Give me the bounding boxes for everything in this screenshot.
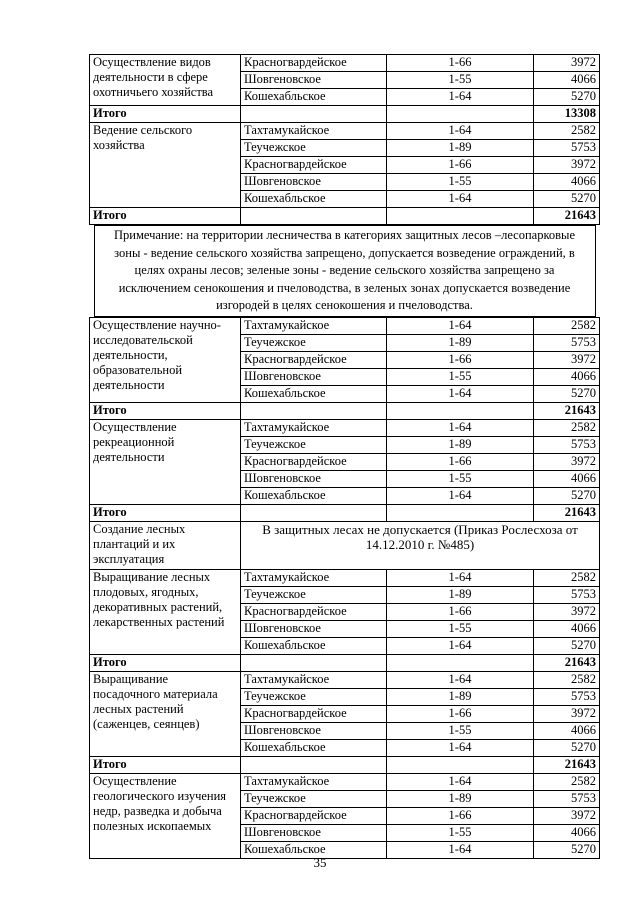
forestry-name: Теучежское	[241, 140, 387, 157]
area-cell: 5270	[534, 841, 600, 858]
total-value: 21643	[534, 208, 600, 225]
area-cell: 2582	[534, 569, 600, 586]
area-cell: 5753	[534, 790, 600, 807]
area-cell: 5753	[534, 436, 600, 453]
area-cell: 2582	[534, 123, 600, 140]
quarters-cell: 1-66	[387, 705, 534, 722]
quarters-cell: 1-55	[387, 722, 534, 739]
total-label: Итого	[90, 756, 241, 773]
forestry-name: Теучежское	[241, 334, 387, 351]
forestry-name: Шовгеновское	[241, 368, 387, 385]
quarters-cell: 1-64	[387, 123, 534, 140]
quarters-cell: 1-89	[387, 586, 534, 603]
quarters-cell: 1-64	[387, 89, 534, 106]
table-row	[90, 123, 600, 140]
area-cell: 5753	[534, 586, 600, 603]
area-cell: 5270	[534, 739, 600, 756]
area-cell: 3972	[534, 157, 600, 174]
forestry-name: Красногвардейское	[241, 705, 387, 722]
forestry-name: Тахтамукайское	[241, 317, 387, 334]
quarters-cell: 1-66	[387, 603, 534, 620]
page-number: 35	[313, 855, 327, 870]
total-label: Итого	[90, 504, 241, 521]
forestry-name: Кошехабльское	[241, 191, 387, 208]
quarters-cell: 1-66	[387, 453, 534, 470]
total-row	[90, 402, 600, 419]
area-cell: 5270	[534, 89, 600, 106]
area-cell: 2582	[534, 773, 600, 790]
quarters-cell: 1-55	[387, 824, 534, 841]
quarters-cell: 1-89	[387, 790, 534, 807]
area-cell: 4066	[534, 722, 600, 739]
note-row	[90, 225, 600, 318]
forestry-name: Кошехабльское	[241, 487, 387, 504]
total-value: 21643	[534, 504, 600, 521]
area-cell: 5270	[534, 637, 600, 654]
forestry-name: Теучежское	[241, 586, 387, 603]
forestry-name: Кошехабльское	[241, 841, 387, 858]
area-cell: 2582	[534, 317, 600, 334]
activity-cell: Осуществление рекреационной деятельности	[90, 419, 241, 504]
total-label: Итого	[90, 402, 241, 419]
quarters-cell: 1-64	[387, 671, 534, 688]
forestry-name: Тахтамукайское	[241, 671, 387, 688]
area-cell: 4066	[534, 174, 600, 191]
forestry-name: Тахтамукайское	[241, 773, 387, 790]
quarters-cell: 1-64	[387, 637, 534, 654]
forestry-name: Красногвардейское	[241, 55, 387, 72]
area-cell: 2582	[534, 419, 600, 436]
forestry-name: Кошехабльское	[241, 385, 387, 402]
total-label: Итого	[90, 106, 241, 123]
forestry-name: Кошехабльское	[241, 637, 387, 654]
total-label: Итого	[90, 208, 241, 225]
area-cell: 3972	[534, 807, 600, 824]
area-cell: 4066	[534, 72, 600, 89]
table-row	[90, 671, 600, 688]
quarters-cell: 1-89	[387, 140, 534, 157]
quarters-cell: 1-55	[387, 470, 534, 487]
total-value: 21643	[534, 402, 600, 419]
table-row	[90, 569, 600, 586]
group-row	[90, 521, 600, 569]
area-cell: 5753	[534, 688, 600, 705]
area-cell: 5270	[534, 487, 600, 504]
area-cell: 5270	[534, 191, 600, 208]
forestry-name: Тахтамукайское	[241, 419, 387, 436]
activity-cell: Создание лесных плантаций и их эксплуатация	[90, 521, 241, 569]
activity-cell: Осуществление видов деятельности в сфере охотничьего хозяйства	[90, 55, 241, 106]
prohibition-text: В защитных лесах не допускается (Приказ Рослесхоза от 14.12.2010 г. №485)	[241, 521, 600, 569]
table-row	[90, 55, 600, 72]
quarters-cell: 1-55	[387, 174, 534, 191]
activity-cell: Осуществление научно-исследовательской деятельности, образовательной деятельности	[90, 317, 241, 402]
forestry-name: Шовгеновское	[241, 824, 387, 841]
table-row	[90, 317, 600, 334]
forestry-name: Тахтамукайское	[241, 123, 387, 140]
total-row	[90, 504, 600, 521]
forestry-name: Кошехабльское	[241, 89, 387, 106]
quarters-cell: 1-64	[387, 739, 534, 756]
quarters-cell: 1-64	[387, 841, 534, 858]
area-cell: 4066	[534, 824, 600, 841]
activity-cell: Осуществление геологического изучения недр, разведка и добыча полезных ископаемых	[90, 773, 241, 858]
quarters-cell: 1-64	[387, 191, 534, 208]
quarters-cell: 1-55	[387, 368, 534, 385]
forestry-name: Шовгеновское	[241, 72, 387, 89]
forest-use-table	[89, 54, 600, 859]
forestry-name: Красногвардейское	[241, 351, 387, 368]
forestry-name: Красногвардейское	[241, 807, 387, 824]
area-cell: 5753	[534, 334, 600, 351]
table-row	[90, 419, 600, 436]
quarters-cell: 1-64	[387, 317, 534, 334]
total-value: 21643	[534, 756, 600, 773]
area-cell: 3972	[534, 351, 600, 368]
total-row	[90, 208, 600, 225]
area-cell: 3972	[534, 603, 600, 620]
forestry-name: Шовгеновское	[241, 620, 387, 637]
forestry-name: Тахтамукайское	[241, 569, 387, 586]
activity-cell: Ведение сельского хозяйства	[90, 123, 241, 208]
table-row	[90, 773, 600, 790]
forestry-name: Шовгеновское	[241, 722, 387, 739]
quarters-cell: 1-89	[387, 436, 534, 453]
forestry-name: Кошехабльское	[241, 739, 387, 756]
area-cell: 5270	[534, 385, 600, 402]
forestry-name: Красногвардейское	[241, 157, 387, 174]
total-row	[90, 654, 600, 671]
quarters-cell: 1-55	[387, 620, 534, 637]
forestry-name: Шовгеновское	[241, 470, 387, 487]
forestry-name: Красногвардейское	[241, 603, 387, 620]
quarters-cell: 1-66	[387, 157, 534, 174]
area-cell: 2582	[534, 671, 600, 688]
note-text: Примечание: на территории лесничества в категориях защитных лесов –лесопарковые зоны - ведение сельского хозяйства запрещено, допускается возведение ограждений, в целях охраны лесов; зеленые зоны - ведение сельского хозяйства запрещено за исключением сенокошения и пчеловодства, в зеленых зонах допускается возведение изгородей в целях сенокошения и пчеловодства.	[94, 225, 596, 317]
area-cell: 4066	[534, 620, 600, 637]
quarters-cell: 1-66	[387, 351, 534, 368]
forestry-name: Теучежское	[241, 688, 387, 705]
quarters-cell: 1-64	[387, 385, 534, 402]
area-cell: 3972	[534, 55, 600, 72]
forestry-name: Шовгеновское	[241, 174, 387, 191]
quarters-cell: 1-64	[387, 773, 534, 790]
quarters-cell: 1-66	[387, 807, 534, 824]
total-row	[90, 756, 600, 773]
area-cell: 3972	[534, 453, 600, 470]
area-cell: 3972	[534, 705, 600, 722]
quarters-cell: 1-89	[387, 688, 534, 705]
forestry-name: Красногвардейское	[241, 453, 387, 470]
quarters-cell: 1-64	[387, 419, 534, 436]
area-cell: 4066	[534, 470, 600, 487]
forestry-name: Теучежское	[241, 436, 387, 453]
quarters-cell: 1-66	[387, 55, 534, 72]
total-label: Итого	[90, 654, 241, 671]
area-cell: 5753	[534, 140, 600, 157]
total-value: 21643	[534, 654, 600, 671]
activity-cell: Выращивание посадочного материала лесных растений (саженцев, сеянцев)	[90, 671, 241, 756]
quarters-cell: 1-64	[387, 569, 534, 586]
total-row	[90, 106, 600, 123]
area-cell: 4066	[534, 368, 600, 385]
activity-cell: Выращивание лесных плодовых, ягодных, декоративных растений, лекарственных растений	[90, 569, 241, 654]
total-value: 13308	[534, 106, 600, 123]
quarters-cell: 1-64	[387, 487, 534, 504]
forestry-name: Теучежское	[241, 790, 387, 807]
quarters-cell: 1-89	[387, 334, 534, 351]
quarters-cell: 1-55	[387, 72, 534, 89]
